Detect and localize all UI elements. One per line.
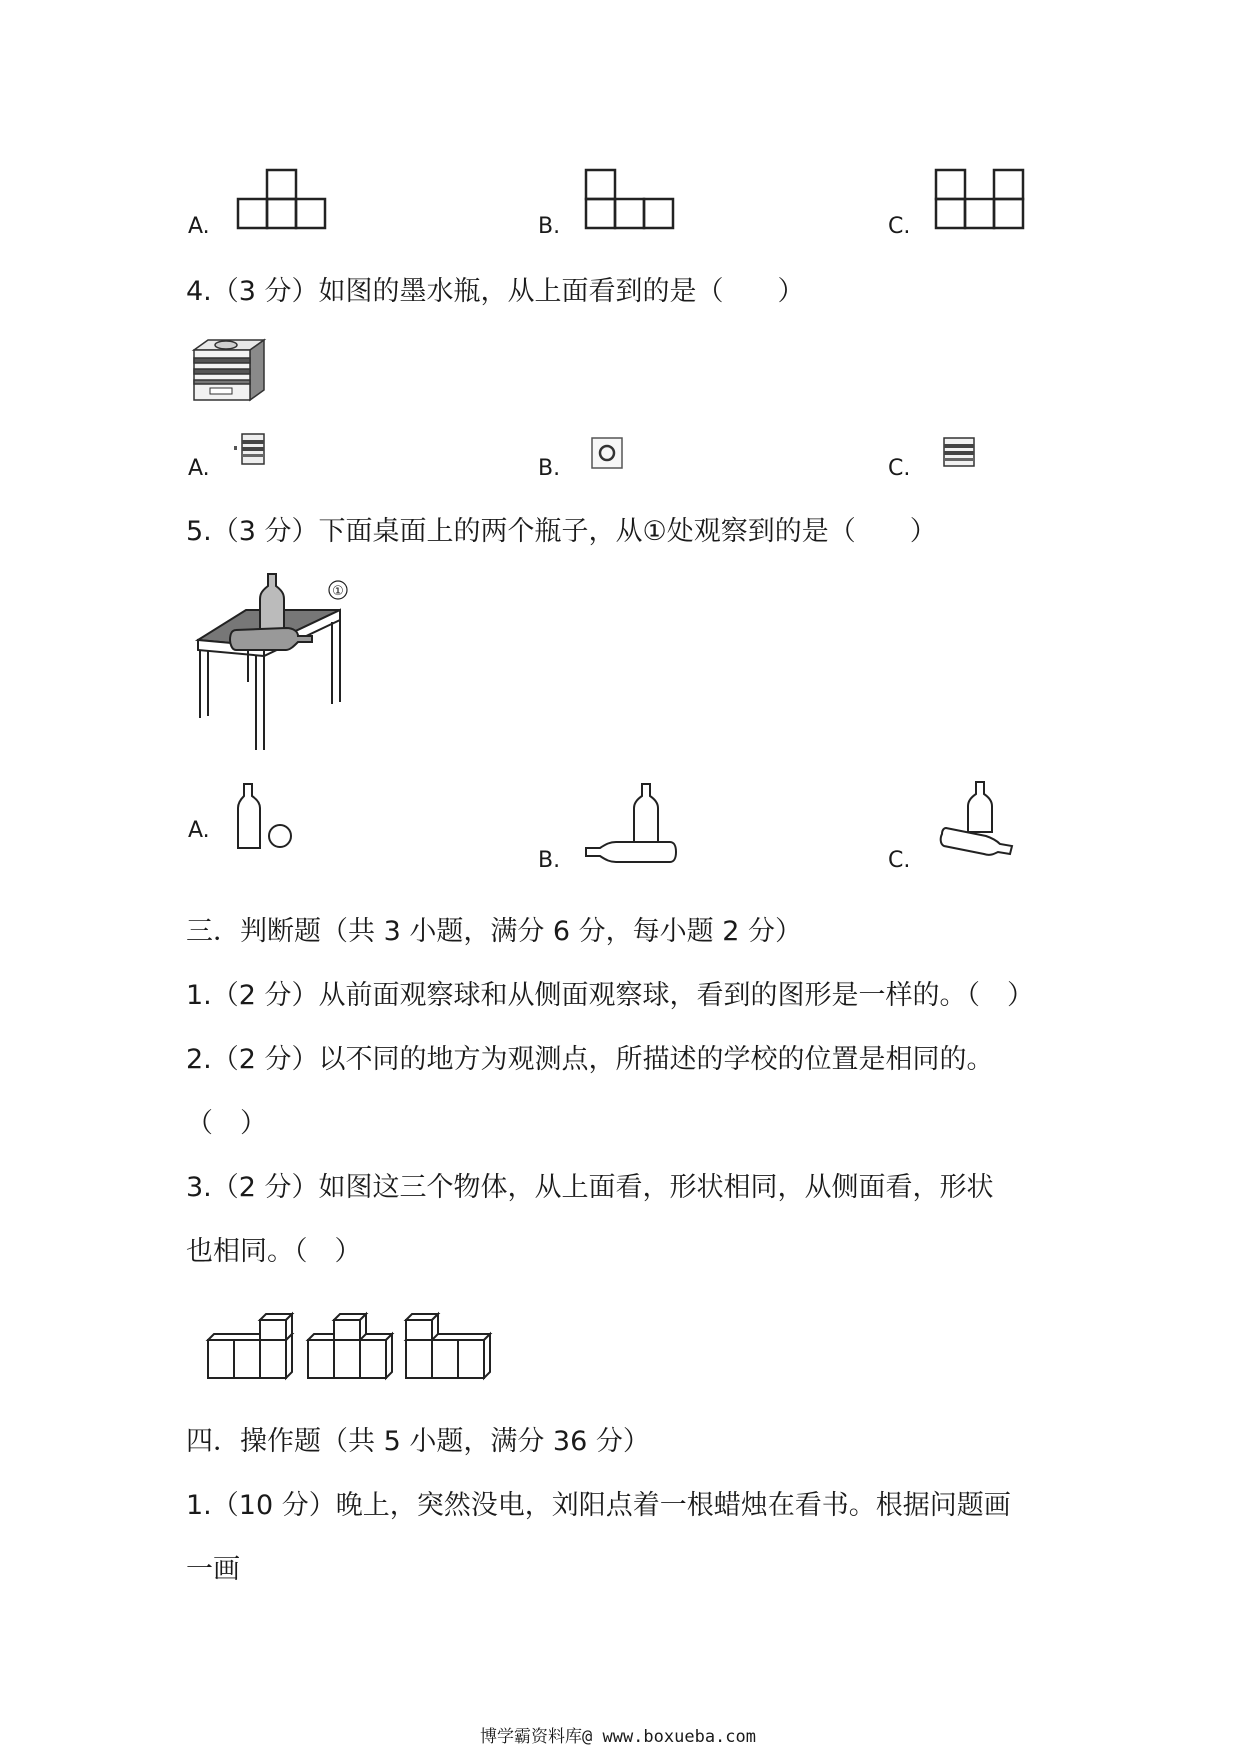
q4-option-b-figure <box>590 436 626 472</box>
q3-option-b-figure <box>584 168 676 234</box>
q3-option-a-label: A. <box>188 214 210 239</box>
q4-option-a-label: A. <box>188 456 210 481</box>
section4-title: 四．操作题（共 5 小题，满分 36 分） <box>186 1426 650 1457</box>
q4-text: 4.（3 分）如图的墨水瓶，从上面看到的是（ ） <box>186 276 805 307</box>
section4-q1-line2: 一画 <box>186 1554 240 1585</box>
q4-option-c-figure <box>942 436 978 470</box>
section3-title: 三．判断题（共 3 小题，满分 6 分，每小题 2 分） <box>186 916 803 947</box>
section3-q1: 1.（2 分）从前面观察球和从侧面观察球，看到的图形是一样的。（ ） <box>186 980 1035 1011</box>
q5-option-c-figure <box>936 780 1016 862</box>
q5-option-a-figure <box>236 782 298 852</box>
footer-watermark: 博学霸资料库@ www.boxueba.com <box>480 1727 756 1747</box>
q4-option-b-label: B. <box>538 456 561 481</box>
q5-option-a-label: A. <box>188 818 210 843</box>
section3-q2-line1: 2.（2 分）以不同的地方为观测点，所描述的学校的位置是相同的。 <box>186 1044 994 1075</box>
q3-option-b-label: B. <box>538 214 561 239</box>
q5-option-b-figure <box>584 782 680 868</box>
section4-q1-line1: 1.（10 分）晚上，突然没电，刘阳点着一根蜡烛在看书。根据问题画 <box>186 1490 1011 1521</box>
three-cube-objects-figure <box>206 1312 498 1384</box>
q5-option-b-label: B. <box>538 848 561 873</box>
q4-option-c-label: C. <box>888 456 911 481</box>
q3-option-a-figure <box>236 168 328 234</box>
q5-option-c-label: C. <box>888 848 911 873</box>
q3-option-c-figure <box>934 168 1026 234</box>
section3-q3-line1: 3.（2 分）如图这三个物体，从上面看，形状相同，从侧面看，形状 <box>186 1172 994 1203</box>
observation-point-marker: ① <box>332 584 344 599</box>
q4-option-a-figure <box>232 432 278 468</box>
section3-q2-line2: （ ） <box>186 1108 267 1139</box>
q3-option-c-label: C. <box>888 214 911 239</box>
section3-q3-line2: 也相同。（ ） <box>186 1236 362 1267</box>
q5-text: 5.（3 分）下面桌面上的两个瓶子，从①处观察到的是（ ） <box>186 516 937 547</box>
table-with-bottles-figure <box>190 570 350 756</box>
ink-bottle-figure <box>192 338 266 404</box>
